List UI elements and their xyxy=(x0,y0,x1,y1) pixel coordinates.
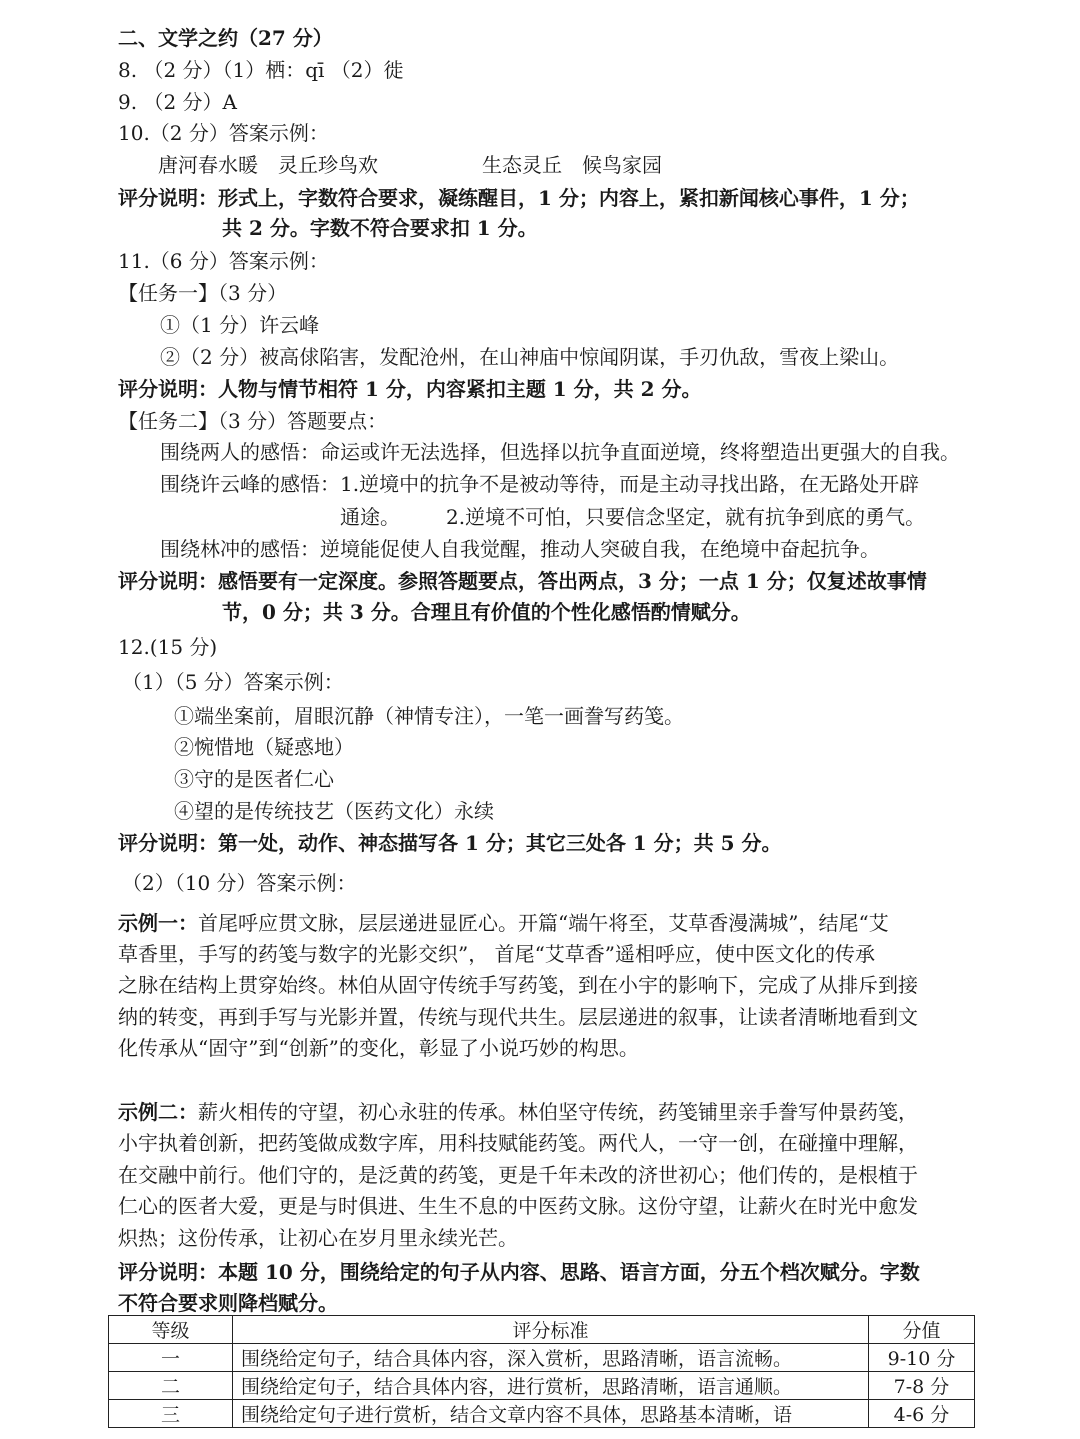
table-header-row xyxy=(109,1316,975,1344)
q10-example-b: 生态灵丘 候鸟家园 xyxy=(482,153,662,177)
q12-ex1-line3: 之脉在结构上贯穿始终。林伯从固守传统手写药笺，到在小宇的影响下，完成了从排斥到接 xyxy=(118,973,918,997)
q12-ex1-line2: 草香里，手写的药笺与数字的光影交织”， 首尾“艾草香”遥相呼应，使中医文化的传承 xyxy=(118,942,876,966)
q12-part1-b: ②惋惜地（疑惑地） xyxy=(174,735,354,759)
table-row xyxy=(109,1372,975,1400)
q11-note2-label: 评分说明： xyxy=(118,569,218,593)
q10-note-line2: 共 2 分。字数不符合要求扣 1 分。 xyxy=(222,216,538,240)
q12-ex2-line4: 仁心的医者大爱，更是与时俱进、生生不息的中医药文脉。这份守望，让薪火在时光中愈发 xyxy=(118,1194,918,1218)
q11-note2-text: 感悟要有一定深度。参照答题要点，答出两点，3 分；一点 1 分；仅复述故事情 xyxy=(218,569,927,593)
q11-point2-line1: 围绕许云峰的感悟：1.逆境中的抗争不是被动等待，而是主动寻找出路，在无路处开辟 xyxy=(160,472,920,496)
table-cell-level: 一 xyxy=(109,1344,233,1372)
q12-ex2-line2: 小宇执着创新，把药笺做成数字库，用科技赋能药笺。两代人，一守一创，在碰撞中理解， xyxy=(118,1131,918,1155)
q11-task1-answer-b: ②（2 分）被高俅陷害，发配沧州，在山神庙中惊闻阴谋，手刃仇敌，雪夜上梁山。 xyxy=(160,345,900,369)
q11-note2-line2: 节，0 分；共 3 分。合理且有价值的个性化感悟酌情赋分。 xyxy=(222,600,751,624)
q11-task2-head: 【任务二】（3 分）答题要点： xyxy=(118,409,388,433)
q12-note1-text: 第一处，动作、神态描写各 1 分；其它三处各 1 分；共 5 分。 xyxy=(218,831,782,855)
q11-note1-text: 人物与情节相符 1 分，内容紧扣主题 1 分，共 2 分。 xyxy=(218,377,702,401)
section-title: 二、文学之约（27 分） xyxy=(118,26,333,50)
table-cell-level: 三 xyxy=(109,1400,233,1428)
q11-point2-line2b: 2.逆境不可怕，只要信念坚定，就有抗争到底的勇气。 xyxy=(446,505,926,529)
q10-note-text: 形式上，字数符合要求，凝练醒目，1 分；内容上，紧扣新闻核心事件，1 分； xyxy=(218,186,920,210)
q12-ex1-line4: 纳的转变，再到手写与光影并置，传统与现代共生。层层递进的叙事，让读者清晰地看到文 xyxy=(118,1005,918,1029)
q11-task1-answer-a: ①（1 分）许云峰 xyxy=(160,313,320,337)
q12-part2-head: （2）（10 分）答案示例： xyxy=(122,871,357,895)
table-cell-criteria: 围绕给定句子进行赏析，结合文章内容不具体，思路基本清晰，语 xyxy=(233,1400,869,1428)
q12-note2-line2: 不符合要求则降档赋分。 xyxy=(118,1291,338,1315)
q12-ex2-line1 xyxy=(118,1098,918,1126)
q11-point1: 围绕两人的感悟：命运或许无法选择，但选择以抗争直面逆境，终将塑造出更强大的自我。 xyxy=(160,440,960,464)
q11-head: 11.（6 分）答案示例： xyxy=(118,249,329,273)
q12-ex2-line3: 在交融中前行。他们守的，是泛黄的药笺，更是千年未改的济世初心；他们传的，是根植于 xyxy=(118,1163,918,1187)
q12-ex2-line5: 炽热；这份传承，让初心在岁月里永续光芒。 xyxy=(118,1226,518,1250)
table-row xyxy=(109,1400,975,1428)
q12-ex2-label: 示例二： xyxy=(118,1100,198,1124)
q12-ex1-label: 示例一： xyxy=(118,911,198,935)
q12-ex1-line1 xyxy=(118,909,889,937)
q10-head: 10.（2 分）答案示例： xyxy=(118,121,329,145)
q12-ex1-text1: 首尾呼应贯文脉，层层递进显匠心。开篇“端午将至，艾草香漫满城”，结尾“艾 xyxy=(198,911,889,935)
table-cell-criteria: 围绕给定句子，结合具体内容，进行赏析，思路清晰，语言通顺。 xyxy=(233,1372,869,1400)
table-cell-criteria: 围绕给定句子，结合具体内容，深入赏析，思路清晰，语言流畅。 xyxy=(233,1344,869,1372)
q12-note1-label: 评分说明： xyxy=(118,831,218,855)
q9-answer: 9. （2 分）A xyxy=(118,90,237,114)
q11-point2-line2a: 通途。 xyxy=(340,505,400,529)
table-cell-score: 9-10 分 xyxy=(869,1344,975,1372)
q11-note1 xyxy=(118,375,702,403)
table-row xyxy=(109,1344,975,1372)
q11-note1-label: 评分说明： xyxy=(118,377,218,401)
q12-ex2-text1: 薪火相传的守望，初心永驻的传承。林伯坚守传统，药笺铺里亲手誊写仲景药笺， xyxy=(198,1100,918,1124)
q11-point3: 围绕林冲的感悟：逆境能促使人自我觉醒，推动人突破自我，在绝境中奋起抗争。 xyxy=(160,537,880,561)
q10-example-a: 唐河春水暖 灵丘珍鸟欢 xyxy=(158,153,378,177)
q12-part1-a: ①端坐案前，眉眼沉静（神情专注），一笔一画誊写药笺。 xyxy=(174,704,684,728)
scoring-table xyxy=(108,1315,975,1428)
q10-note-label: 评分说明： xyxy=(118,186,218,210)
table-header-score: 分值 xyxy=(869,1316,975,1344)
table-header-criteria: 评分标准 xyxy=(233,1316,869,1344)
q12-part1-head: （1）（5 分）答案示例： xyxy=(122,670,344,694)
table-header-level: 等级 xyxy=(109,1316,233,1344)
table-cell-level: 二 xyxy=(109,1372,233,1400)
q12-ex1-line5: 化传承从“固守”到“创新”的变化，彰显了小说巧妙的构思。 xyxy=(118,1036,639,1060)
q12-note2-line1: 评分说明：本题 10 分，围绕给定的句子从内容、思路、语言方面，分五个档次赋分。字数 xyxy=(118,1260,920,1284)
table-cell-score: 4-6 分 xyxy=(869,1400,975,1428)
q11-note2-line1 xyxy=(118,567,927,595)
q12-part1-d: ④望的是传统技艺（医药文化）永续 xyxy=(174,799,494,823)
q12-part1-c: ③守的是医者仁心 xyxy=(174,767,334,791)
table-cell-score: 7-8 分 xyxy=(869,1372,975,1400)
q12-head: 12.(15 分) xyxy=(118,635,218,659)
q10-note-line1 xyxy=(118,184,920,212)
q12-note1 xyxy=(118,829,782,857)
q8-answer: 8. （2 分）（1）栖：qī （2）徙 xyxy=(118,58,404,82)
q11-task1-head: 【任务一】（3 分） xyxy=(118,281,288,305)
